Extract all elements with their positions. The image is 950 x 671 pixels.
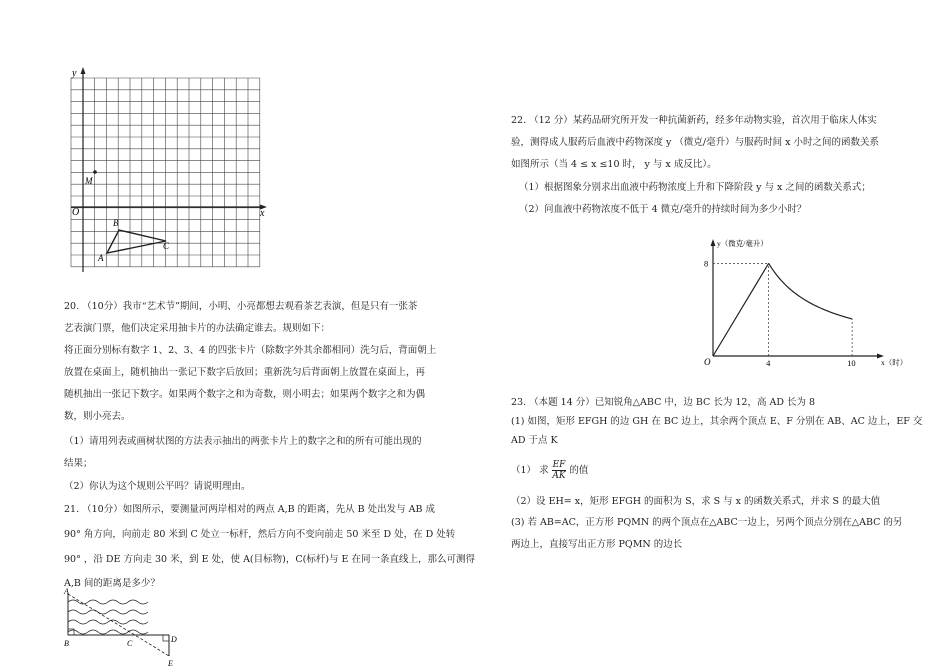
chart-rising-line: [713, 263, 769, 356]
coordinate-grid-figure: [60, 64, 275, 274]
chart-y-axis-arrow: [711, 239, 716, 246]
fraction-numerator: EF: [552, 460, 566, 470]
q20-line: （1）请用列表或画树状图的方法表示抽出的两张卡片上的数字之和的所有可能出现的: [64, 436, 422, 447]
point-m-label: M: [85, 176, 93, 186]
point-m: [93, 170, 97, 174]
label-d: D: [171, 635, 177, 644]
q21-line: 90° ，沿 DE 方向走 30 米，到 E 处，使 A(目标物)，C(标杆)与 E 在同一条直线上，那么可测得: [64, 554, 476, 565]
q22-part-2: （2）问血液中药物浓度不低于 4 微克/毫升的持续时间为多少小时？: [519, 204, 807, 215]
x-axis-label: x: [260, 208, 265, 219]
q20-line: 将正面分别标有数字 1、2、3、4 的四张卡片（除数字外其余都相同）洗匀后，背面朝上: [64, 345, 437, 356]
q20-line: 数，则小亮去。: [64, 411, 131, 422]
q23-part-1-label: （1） 求: [511, 465, 549, 476]
chart-origin-label: O: [704, 357, 711, 367]
y-axis-arrow: [81, 67, 86, 74]
q20-line: 随机抽出一张记下数字。如果两个数字之和为奇数，则小明去；如果两个数字之和为偶: [64, 389, 426, 400]
q22-part-1: （1）根据图象分别求出血液中药物浓度上升和下降阶段 y 与 x 之间的函数关系式；: [519, 182, 871, 193]
q21-line: 90° 角方向，向前走 80 米到 C 处立一标杆，然后方向不变向前走 50 米至 D 处，在 D 处转: [64, 529, 456, 540]
origin-label: O: [72, 207, 80, 218]
q20-line: 20. （10分）我市“艺术节”期间，小明、小亮都想去观看茶艺表演，但是只有一张茶: [64, 301, 418, 312]
q20-line: 艺表演门票，他们决定采用抽卡片的办法确定谁去。规则如下：: [64, 323, 331, 334]
y-axis-label: y: [72, 68, 77, 79]
label-e: E: [168, 659, 173, 668]
point-b-label: B: [113, 218, 119, 228]
right-angle-d: [163, 635, 169, 641]
q22-line: 如图所示（当 4 ≤ x ≤10 时， y 与 x 成反比）。: [511, 159, 717, 170]
q23-line: 两边上，直接写出正方形 PQMN 的边长: [511, 539, 683, 550]
q21-line: 21. （10分）如图所示，要测量河两岸相对的两点 A,B 的距离，先从 B 处出发与 AB 成: [64, 504, 436, 515]
triangle-abc: [107, 230, 166, 253]
grid-lines: [71, 78, 260, 267]
q23-part-1-tail: 的值: [569, 465, 589, 476]
q23-line: (1) 如图，矩形 EFGH 的边 GH 在 BC 边上，其余两个顶点 E、F 分别在 AB、AC 边上，EF 交: [511, 416, 923, 427]
fraction-ef-ak: [552, 460, 567, 481]
q23-line-fraction: [511, 460, 588, 481]
chart-y-tick-label: 8: [704, 258, 709, 269]
q23-line: （2）设 EH= x，矩形 EFGH 的面积为 S，求 S 与 x 的函数关系式，并求 S 的最大值: [511, 496, 881, 507]
river-figure: [60, 588, 190, 671]
q21-line: A,B 间的距离是多少？: [64, 578, 160, 589]
q23-line: AD 于点 K: [511, 435, 558, 446]
chart-x-axis-label: x（时）: [881, 358, 908, 367]
q20-line: （2）你认为这个规则公平吗？请说明理由。: [64, 481, 251, 492]
label-b: B: [64, 639, 69, 648]
river-waves: [68, 600, 148, 634]
chart-x-tick-label: 10: [847, 358, 856, 368]
point-a-label: A: [98, 253, 104, 263]
q20-line: 放置在桌面上，随机抽出一张记下数字后放回；重新洗匀后背面朝上放置在桌面上，再: [64, 367, 426, 378]
point-c-label: C: [163, 241, 170, 251]
segment-ae: [68, 594, 169, 656]
label-c: C: [127, 639, 133, 648]
chart-falling-curve: [769, 263, 852, 319]
q23-line: 23. （本题 14 分）已知锐角△ABC 中，边 BC 长为 12，高 AD 长为 8: [511, 397, 816, 408]
q20-line: 结果；: [64, 458, 93, 469]
q22-line: 验，测得成人服药后血液中药物深度 y （微克/毫升）与服药时间 x 小时之间的函数关系: [511, 137, 880, 148]
concentration-chart: [700, 234, 908, 368]
chart-x-tick-label: 4: [766, 358, 771, 368]
label-a: A: [64, 587, 69, 596]
q22-line: 22. （12 分）某药品研究所开发一种抗菌新药，经多年动物实验，首次用于临床人体实: [511, 115, 877, 126]
chart-y-axis-label: y（微克/毫升）: [717, 239, 768, 248]
q23-line: (3) 若 AB=AC，正方形 PQMN 的两个顶点在△ABC一边上，另两个顶点分别在△ABC 的另: [511, 517, 903, 528]
fraction-denominator: AK: [552, 471, 566, 481]
